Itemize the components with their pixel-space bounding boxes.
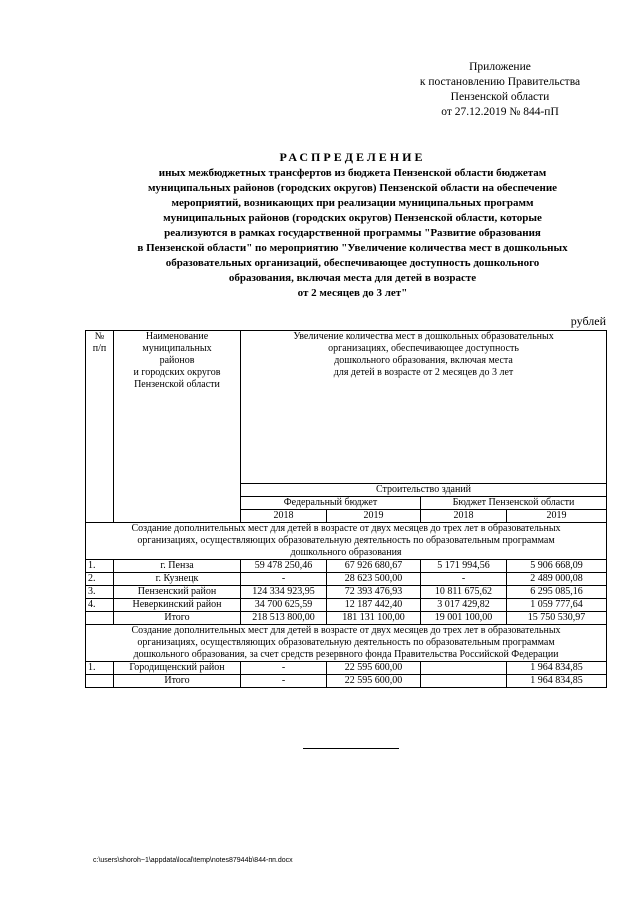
total-value: 15 750 530,97: [507, 612, 607, 625]
row-value: 2 489 000,08: [507, 573, 607, 586]
table-row: [86, 586, 607, 599]
total-label: Итого: [114, 612, 241, 625]
row-number: [86, 612, 114, 625]
total-value: 1 964 834,85: [507, 675, 607, 688]
table-row: [86, 662, 607, 675]
row-value: 12 187 442,40: [327, 599, 421, 612]
header-number: № п/п: [86, 331, 114, 523]
file-path: c:\users\shoroh~1\appdata\local\temp\notes87944b\844-пп.docx: [93, 857, 293, 864]
table-row: [86, 599, 607, 612]
appendix-line-4: от 27.12.2019 № 844-пП: [441, 106, 559, 118]
row-name: г. Кузнецк: [114, 573, 241, 586]
header-row-main: [86, 331, 607, 484]
row-number: 4.: [86, 599, 114, 612]
section-row: [86, 523, 607, 560]
total-value: 218 513 800,00: [241, 612, 327, 625]
section-2-title: Создание дополнительных мест для детей в возрасте от двух месяцев до трех лет в образовательных организациях, осуществляющих образовательную деятельность по образовательным программам дошкольного образования, за счет средств резервного фонда Правительства Российской Федерации: [86, 625, 607, 662]
row-value: 59 478 250,46: [241, 560, 327, 573]
total-row: [86, 675, 607, 688]
section-row: [86, 625, 607, 662]
row-value: -: [421, 573, 507, 586]
appendix-line-2: к постановлению Правительства: [419, 76, 581, 88]
year-cell: 2018: [421, 510, 507, 523]
row-number: 1.: [86, 662, 114, 675]
table-row: [86, 573, 607, 586]
appendix-line-1: Приложение: [469, 61, 531, 73]
section-1-title: Создание дополнительных мест для детей в возрасте от двух месяцев до трех лет в образовательных организациях, осуществляющих образовательную деятельность по образовательным программам дошкольного образования: [86, 523, 607, 560]
document-title: [85, 150, 620, 301]
row-value: 3 017 429,82: [421, 599, 507, 612]
table-row: [86, 560, 607, 573]
row-value: -: [241, 662, 327, 675]
header-regional: Бюджет Пензенской области: [421, 497, 607, 510]
appendix-block: [400, 60, 600, 120]
distribution-table: [85, 330, 607, 688]
row-name: Неверкинский район: [114, 599, 241, 612]
row-value: 6 295 085,16: [507, 586, 607, 599]
row-value: 10 811 675,62: [421, 586, 507, 599]
row-number: 2.: [86, 573, 114, 586]
total-row: [86, 612, 607, 625]
row-name: г. Пенза: [114, 560, 241, 573]
row-value: 67 926 680,67: [327, 560, 421, 573]
year-cell: 2019: [327, 510, 421, 523]
row-value: 34 700 625,59: [241, 599, 327, 612]
row-value: 1 964 834,85: [507, 662, 607, 675]
row-value: 28 623 500,00: [327, 573, 421, 586]
total-value: 19 001 100,00: [421, 612, 507, 625]
row-value: 124 334 923,95: [241, 586, 327, 599]
total-value: [421, 675, 507, 688]
row-value: [421, 662, 507, 675]
row-value: 1 059 777,64: [507, 599, 607, 612]
header-federal: Федеральный бюджет: [241, 497, 421, 510]
header-build: Строительство зданий: [241, 484, 607, 497]
row-name: Пензенский район: [114, 586, 241, 599]
row-value: 22 595 600,00: [327, 662, 421, 675]
title-text: иных межбюджетных трансфертов из бюджета Пензенской области бюджетам муниципальных районов (городских округов) Пензенской области на обеспечение мероприятий, возникающих при реализации муниципальных программ муниципальных районов (городских округов) Пензенской области, которые реализуются в рамках государственной программы "Развитие образования в Пензенской области" по мероприятию "Увеличение количества мест в дошкольных образовательных организаций, обеспечивающее доступность дошкольного образования, включая места для детей в возрасте от 2 месяцев до 3 лет": [137, 167, 568, 299]
row-value: -: [241, 573, 327, 586]
total-value: 181 131 100,00: [327, 612, 421, 625]
year-cell: 2018: [241, 510, 327, 523]
header-main: Увеличение количества мест в дошкольных образовательных организациях, обеспечивающее доступность дошкольного образования, включая места для детей в возрасте от 2 месяцев до 3 лет: [241, 331, 607, 484]
row-number: 3.: [86, 586, 114, 599]
total-value: -: [241, 675, 327, 688]
year-cell: 2019: [507, 510, 607, 523]
row-value: 5 171 994,56: [421, 560, 507, 573]
row-number: [86, 675, 114, 688]
currency-label: рублей: [570, 314, 606, 328]
footer-divider: [303, 748, 399, 749]
row-number: 1.: [86, 560, 114, 573]
row-value: 72 393 476,93: [327, 586, 421, 599]
appendix-line-3: Пензенской области: [450, 91, 550, 103]
header-name: Наименование муниципальных районов и городских округов Пензенской области: [114, 331, 241, 523]
total-label: Итого: [114, 675, 241, 688]
total-value: 22 595 600,00: [327, 675, 421, 688]
row-name: Городищенский район: [114, 662, 241, 675]
title-heading: РАСПРЕДЕЛЕНИЕ: [279, 150, 426, 164]
row-value: 5 906 668,09: [507, 560, 607, 573]
